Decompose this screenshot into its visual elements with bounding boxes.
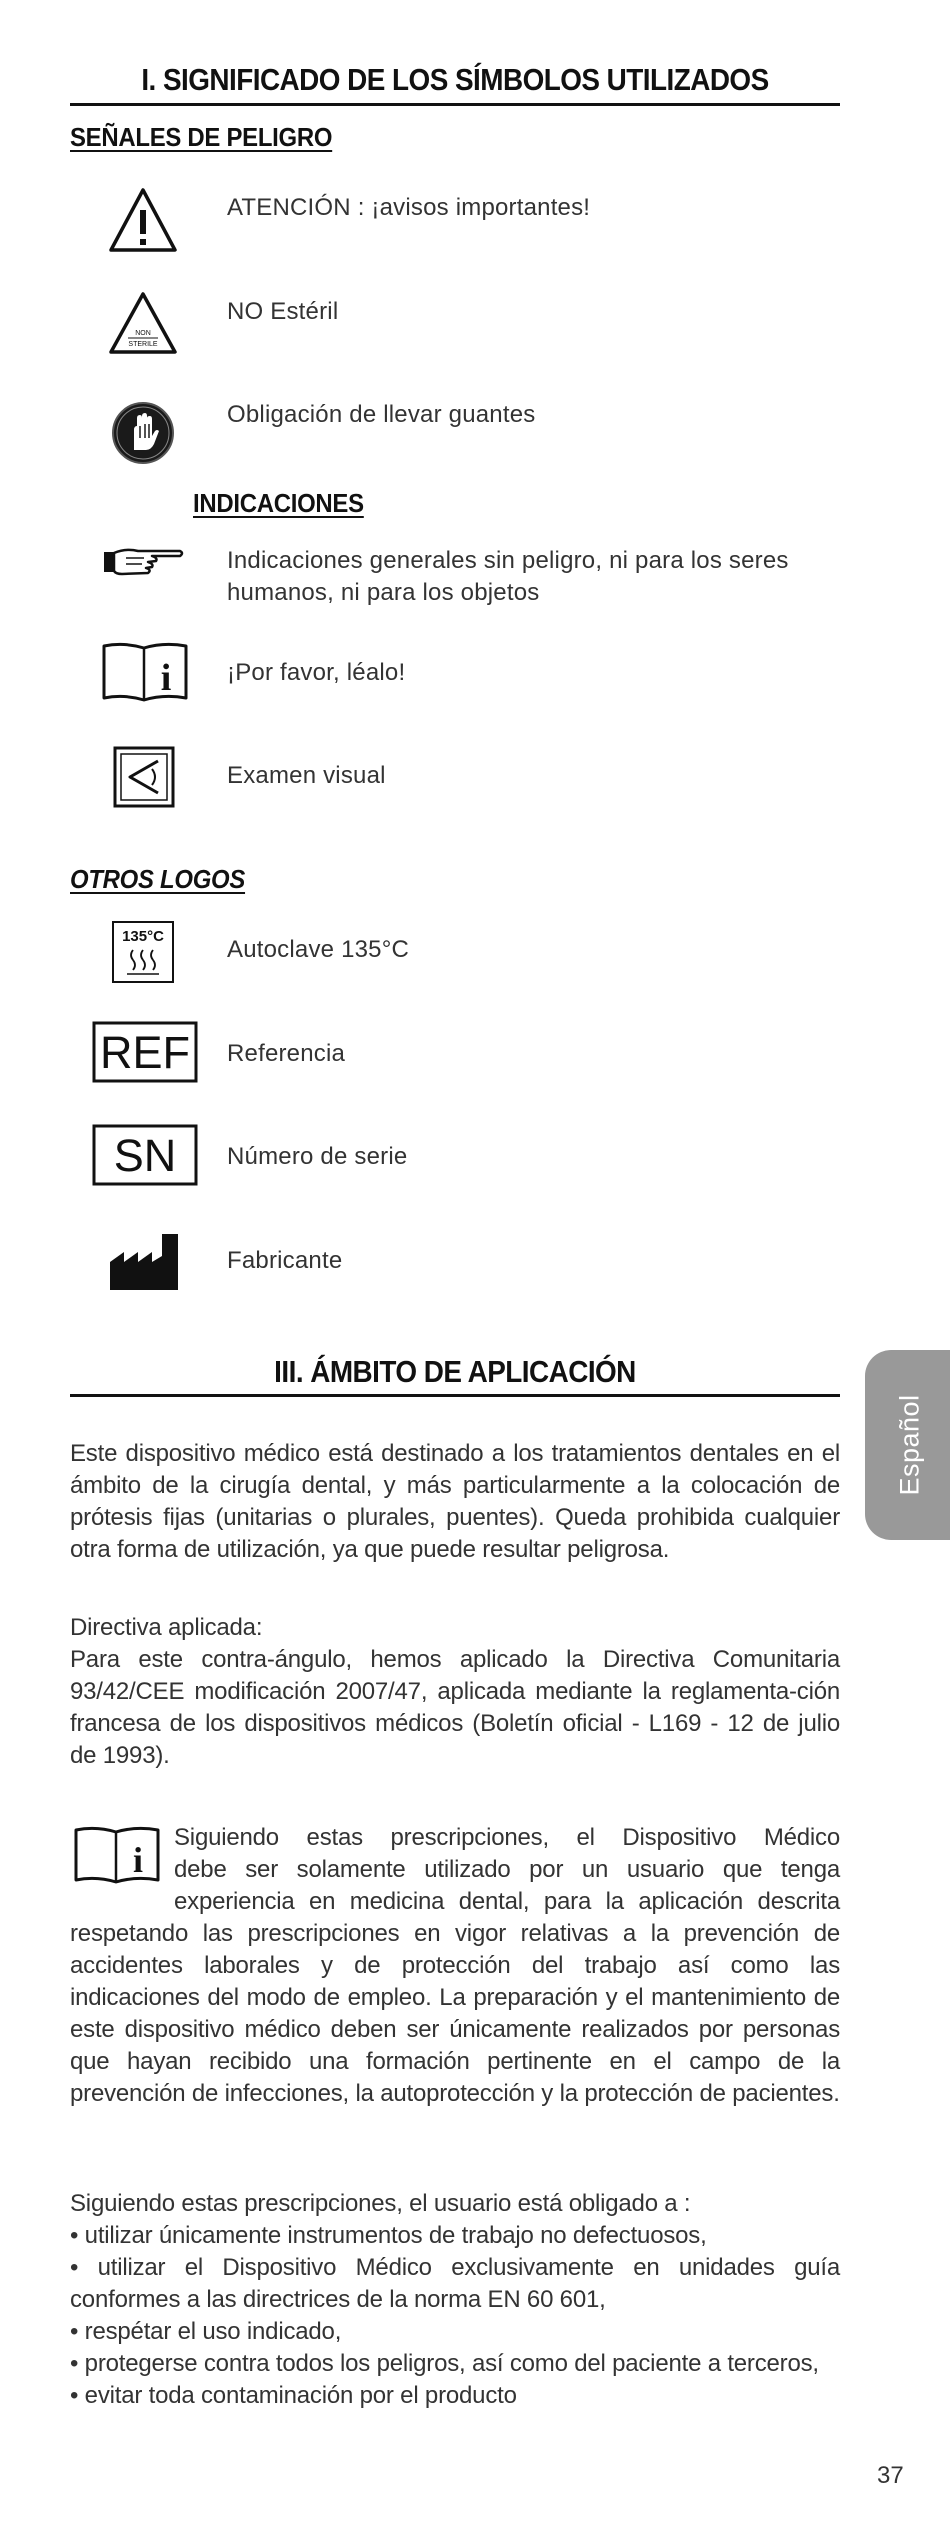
visual-exam-icon (112, 745, 176, 809)
language-tab (865, 1350, 950, 1540)
non-sterile-text-2: STERILE (128, 341, 158, 348)
read-instructions-icon (72, 1824, 162, 1886)
info-paragraph: respetando las prescripciones en vigor relativas a la prevención de accidentes laborales y de protección del trabajo así como las indicaciones del modo de empleo. La preparación y el mantenimiento de este dispositivo médico deben ser únicamente realizados por personas que hayan recibido una formación pertinente en el campo de la prevención de infecciones, la autoprotección y la protección de pacientes. (70, 1920, 840, 2107)
autoclave-icon-text: 135°C (122, 928, 164, 945)
language-tab-label: Español (894, 1394, 925, 1496)
obligation-item: • protegerse contra todos los peligros, así como del paciente a terceros, (70, 2350, 819, 2377)
read-label: ¡Por favor, léalo! (227, 659, 406, 686)
logos-heading: OTROS LOGOS (70, 864, 246, 894)
non-sterile-text-1: NON (135, 330, 151, 337)
read-instructions-icon (100, 640, 190, 704)
read-icon-letter: i (160, 657, 172, 699)
ref-icon (92, 1021, 198, 1083)
obligations-intro: Siguiendo estas prescripciones, el usuario está obligado a : (70, 2190, 691, 2217)
directive-text: Para este contra-ángulo, hemos aplicado la Directiva Comunitaria 93/42/CEE modificación 2007/47, aplicada mediante la reglamenta-ción francesa de los dispositivos médicos (Boletín oficial - L169 - 12 de julio de 1993). (70, 1646, 840, 1769)
non-sterile-icon (108, 290, 178, 356)
warning-label: ATENCIÓN : ¡avisos importantes! (227, 194, 591, 221)
visual-exam-label: Examen visual (227, 762, 386, 789)
serial-number-label: Número de serie (227, 1143, 408, 1170)
obligation-item: • respétar el uso indicado, (70, 2318, 342, 2345)
section-1-title: I. SIGNIFICADO DE LOS SÍMBOLOS UTILIZADOS (141, 62, 769, 97)
ref-label: Referencia (227, 1040, 346, 1067)
directive-block (70, 1612, 840, 1772)
general-indication-label (227, 545, 789, 609)
section-3-rule (70, 1394, 840, 1397)
page-number: 37 (877, 2462, 904, 2489)
obligation-item: • utilizar el Dispositivo Médico exclusivamente en unidades guía conformes a las directrices de la norma EN 60 601, (70, 2254, 840, 2313)
general-indication-line-1: Indicaciones generales sin peligro, ni para los seres (227, 547, 789, 574)
obligation-item: • utilizar únicamente instrumentos de trabajo no defectuosos, (70, 2222, 707, 2249)
intended-use-paragraph: Este dispositivo médico está destinado a los tratamientos dentales en el ámbito de la cirugía dental, y más particularmente a la colocación de prótesis fijas (unitarias o plurales, puentes). Queda prohibida cualquier otra forma de utilización, ya que puede resultar peligrosa. (70, 1440, 840, 1563)
directive-label: Directiva aplicada: (70, 1614, 263, 1641)
autoclave-icon (111, 920, 175, 984)
info-lines (174, 1822, 840, 1918)
danger-heading: SEÑALES DE PELIGRO (70, 122, 333, 152)
manufacturer-label: Fabricante (227, 1247, 343, 1274)
info-line-2: debe ser solamente utilizado por un usuario que tenga (174, 1856, 840, 1883)
non-sterile-label: NO Estéril (227, 298, 339, 325)
section-1-rule (70, 103, 840, 106)
obligations-block (70, 2188, 840, 2412)
sn-icon-text: SN (113, 1130, 177, 1181)
gloves-label: Obligación de llevar guantes (227, 401, 536, 428)
indications-heading: INDICACIONES (193, 488, 364, 518)
serial-number-icon (92, 1124, 198, 1186)
pointing-hand-icon (100, 544, 184, 580)
manufacturer-icon (108, 1232, 180, 1292)
autoclave-label: Autoclave 135°C (227, 936, 410, 963)
warning-triangle-icon (108, 186, 178, 256)
ref-icon-text: REF (100, 1027, 190, 1078)
info-icon-letter: i (132, 1840, 144, 1880)
section-3-title: III. ÁMBITO DE APLICACIÓN (274, 1354, 636, 1389)
info-line-1: Siguiendo estas prescripciones, el Dispositivo Médico (174, 1824, 840, 1851)
general-indication-line-2: humanos, ni para los objetos (227, 579, 540, 606)
gloves-icon (110, 400, 176, 466)
obligations-list (70, 2220, 840, 2412)
obligation-item: • evitar toda contaminación por el producto (70, 2382, 517, 2409)
info-line-3: experiencia en medicina dental, para la aplicación descrita (174, 1888, 840, 1915)
